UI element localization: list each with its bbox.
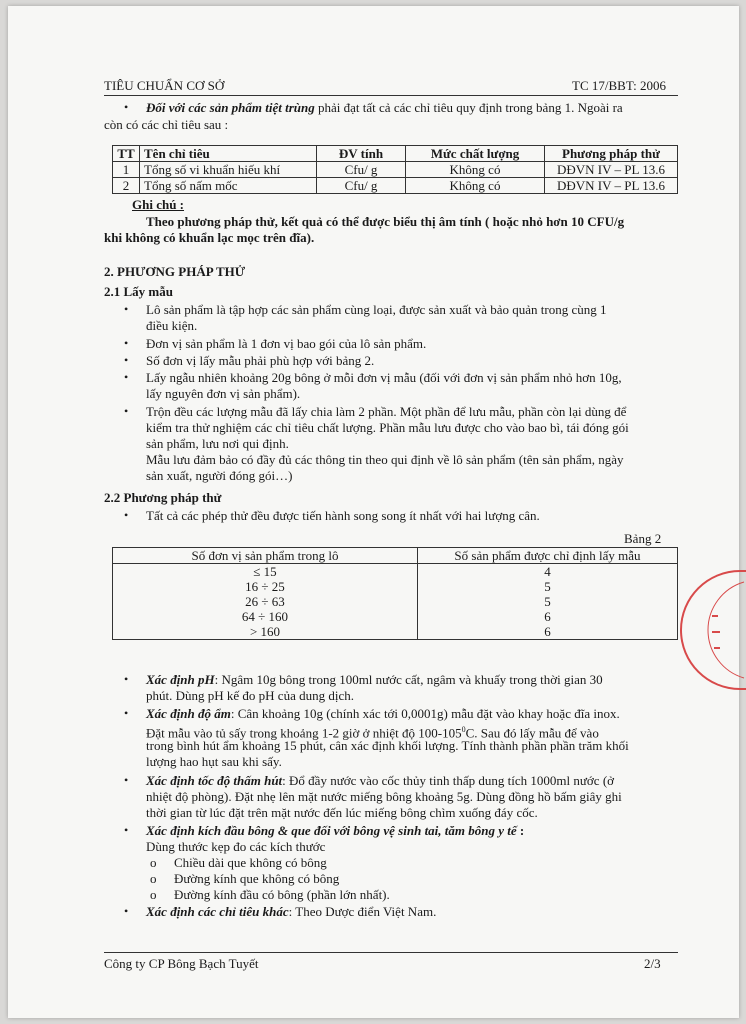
col-header: TT [113,146,140,162]
table-cell: 16 ÷ 25 [113,579,418,594]
company-stamp [680,570,746,690]
table-cell: ≤ 15 [113,564,418,580]
table-cell: 5 [418,579,678,594]
table-header-row [113,146,678,162]
list-item: kiểm tra thử nghiệm các chỉ tiêu chất lượng. Phần mẫu lưu được cho vào bao bì, tái đóng gói [146,420,629,435]
list-item: Lấy ngẫu nhiên khoảng 20g bông ở mỗi đơn vị mẫu (đối với đơn vị sản phẩm nhỏ hơn 10g, [146,370,622,385]
list-item: sản xuất, người đóng gói…) [146,468,293,483]
list-item: Tất cả các phép thử đều được tiến hành song song ít nhất với hai lượng cân. [146,508,540,523]
list-item: Trộn đều các lượng mẫu đã lấy chia làm 2 phần. Một phần để lưu mẫu, phần còn lại dùng để [146,404,627,419]
stamp-ring-icon [682,572,746,688]
bullet-icon: • [124,823,129,837]
table-row [113,564,678,580]
method-size: Xác định kích đầu bông & que đối với bông vệ sinh tai, tăm bông y tế : [146,823,525,838]
footer-company: Công ty CP Bông Bạch Tuyết [104,956,259,971]
table-cell: Cfu/ g [317,178,406,194]
list-item: Số đơn vị lấy mẫu phải phù hợp với bảng 2. [146,353,375,368]
table-cell: 1 [113,162,140,178]
table-cell: Cfu/ g [317,162,406,178]
list-item: Chiều dài que không có bông [174,855,327,870]
sampling-table [112,547,678,640]
method-humidity-cont: lượng hao hụt sau khi sấy. [146,754,282,769]
bullet-icon: • [124,353,129,367]
table-row [113,609,678,624]
col-header: Số đơn vị sản phẩm trong lô [113,548,418,564]
col-header: ĐV tính [317,146,406,162]
table-cell: Tổng số nấm mốc [140,178,317,194]
list-item: sản phẩm, lưu nơi qui định. [146,436,289,451]
table-cell: 6 [418,609,678,624]
method-other: Xác định các chỉ tiêu khác: Theo Dược điển Việt Nam. [146,904,437,919]
list-item: Lô sản phẩm là tập hợp các sản phẩm cùng loại, được sản xuất và bảo quản trong cùng 1 [146,302,607,317]
table-cell: DĐVN IV – PL 13.6 [545,178,678,194]
table-cell: 2 [113,178,140,194]
note-line-2: khi không có khuẩn lạc mọc trên đĩa). [104,230,315,245]
method-humidity: Xác định độ ẩm: Cân khoảng 10g (chính xác tới 0,0001g) mẫu đặt vào khay hoặc đĩa inox. [146,706,620,721]
bullet-icon: • [124,100,129,114]
footer-rule [104,952,678,953]
intro-line-2: còn có các chỉ tiêu sau : [104,117,229,132]
table-row [113,162,678,178]
list-item: Mẫu lưu đảm bảo có đầy đủ các thông tin theo qui định về lô sản phẩm (tên sản phẩm, ngày [146,452,624,467]
quality-table [112,145,678,194]
intro-line: Đối với các sản phẩm tiệt trùng phải đạt tất cả các chỉ tiêu quy định trong bảng 1. Ngoài ra [146,100,623,115]
method-absorption-cont: thời gian từ lúc đặt trên mặt nước đến lúc miếng bông chìm xuống đáy cốc. [146,805,538,820]
table-row [113,594,678,609]
method-humidity-cont: trong bình hút ẩm khoảng 15 phút, cân xác định khối lượng. Tính thành phần phần trăm khối [146,738,629,753]
bullet-icon: • [124,773,129,787]
section-title: 2. PHƯƠNG PHÁP THỬ [104,264,246,279]
table-row [113,624,678,640]
bullet-icon: • [124,302,129,316]
header-rule [104,95,678,96]
col-header: Tên chỉ tiêu [140,146,317,162]
list-item: Đường kính que không có bông [174,871,340,886]
table-cell: 4 [418,564,678,580]
circle-bullet-icon: o [150,887,157,902]
method-size-cont: Dùng thước kẹp đo các kích thước [146,839,326,854]
list-item: lấy nguyên đơn vị sản phẩm). [146,386,301,401]
bullet-icon: • [124,336,129,350]
list-item: Đường kính đầu có bông (phần lớn nhất). [174,887,390,902]
table-cell: > 160 [113,624,418,640]
bullet-icon: • [124,404,129,418]
method-absorption: Xác định tốc độ thấm hút: Đổ đầy nước vào cốc thủy tinh thấp dung tích 1000ml nước (ở [146,773,615,788]
col-header: Mức chất lượng [406,146,545,162]
table-cell: 5 [418,594,678,609]
circle-bullet-icon: o [150,855,157,870]
table-row [113,178,678,194]
note-line-1: Theo phương pháp thử, kết quả có thể được biểu thị âm tính ( hoặc nhỏ hơn 10 CFU/g [146,214,625,229]
bullet-icon: • [124,672,129,686]
method-absorption-cont: nhiệt độ phòng). Đặt nhẹ lên mặt nước miếng bông khoảng 5g. Dùng đồng hồ bấm giây ghi [146,789,622,804]
table-caption: Bảng 2 [624,531,662,546]
table-header-row [113,548,678,564]
header-left: TIÊU CHUẨN CƠ SỞ [104,78,225,93]
bullet-icon: • [124,370,129,384]
list-item: Đơn vị sản phẩm là 1 đơn vị bao gói của lô sản phẩm. [146,336,427,351]
subsection-title: 2.1 Lấy mẫu [104,284,173,299]
table-cell: Không có [406,178,545,194]
bullet-icon: • [124,508,129,522]
header-right: TC 17/BBT: 2006 [572,78,666,93]
bullet-icon: • [124,706,129,720]
col-header: Phương pháp thử [545,146,678,162]
table-cell: Tổng số vi khuẩn hiếu khí [140,162,317,178]
col-header: Số sản phẩm được chỉ định lấy mẫu [418,548,678,564]
note-title: Ghi chú : [132,197,185,212]
table-cell: Không có [406,162,545,178]
circle-bullet-icon: o [150,871,157,886]
method-ph: Xác định pH: Ngâm 10g bông trong 100ml nước cất, ngâm và khuấy trong thời gian 30 [146,672,603,687]
method-humidity-cont: Đặt mẫu vào tủ sấy trong khoảng 1-2 giờ ở nhiệt độ $100-105^0C$. Sau đó lấy mẫu để vào [146,725,599,741]
table-cell: DĐVN IV – PL 13.6 [545,162,678,178]
table-cell: 26 ÷ 63 [113,594,418,609]
method-ph-cont: phút. Dùng pH kế đo pH của dung dịch. [146,688,354,703]
table-cell: 6 [418,624,678,640]
bullet-icon: • [124,904,129,918]
subsection-title: 2.2 Phương pháp thử [104,490,222,505]
table-row [113,579,678,594]
page-number: 2/3 [644,956,661,971]
table-cell: 64 ÷ 160 [113,609,418,624]
document-page [8,6,739,1018]
list-item: điều kiện. [146,318,198,333]
